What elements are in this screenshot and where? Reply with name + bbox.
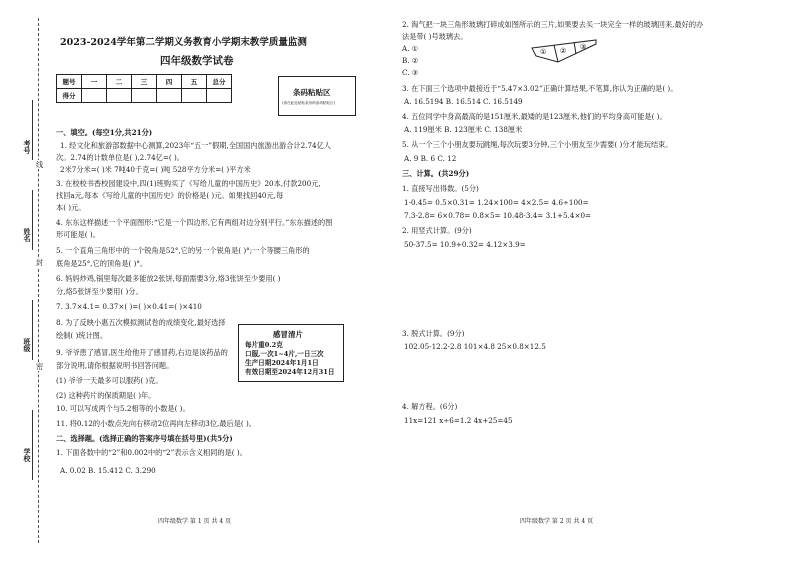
page1-line: 本( )元。 xyxy=(56,203,86,212)
margin-line xyxy=(32,300,33,360)
page2-line: 3. 脱式计算。(9分) xyxy=(402,329,465,338)
page1-line: 底角是25°,它的顶角是( )°。 xyxy=(56,259,148,268)
page2-line: A. 119厘米 B. 123厘米 C. 138厘米 xyxy=(404,125,523,134)
page2-line: 2. 用竖式计算。(9分) xyxy=(402,226,472,235)
card-line: 有效日期至2024年12月31日 xyxy=(245,368,335,376)
page1-line: 绘制( )统计图。 xyxy=(56,331,108,340)
score-cell[interactable] xyxy=(207,89,232,103)
page1-line: 1. 下面各数中的“2”和0.002中的“2”表示含义相同的是( )。 xyxy=(56,448,247,457)
glass-piece-2: ② xyxy=(560,47,567,55)
card-line: 生产日期2024年1月1日 xyxy=(245,359,319,367)
page2-line: 102.05-12.2-2.8 101×4.8 25×0.8×12.5 xyxy=(404,342,546,351)
page2-line: 11x=121 x÷6=1.2 4x+25=45 xyxy=(404,416,513,425)
score-cell[interactable] xyxy=(157,89,182,103)
medicine-card xyxy=(238,324,344,382)
page1-footer: 四年级数学 第 1 页 共 4 页 xyxy=(158,518,232,525)
page1-line: 7. 3.7×4.1= 0.37×( )=( )×0.41=( )×410 xyxy=(56,302,202,311)
page2-line: 4. 解方程。(6分) xyxy=(402,402,458,411)
margin-label-name: 姓名 xyxy=(23,228,32,242)
score-table-header xyxy=(57,75,232,89)
broken-glass-figure xyxy=(530,38,600,64)
page2-line: 3. 在下面三个选项中最接近于“5.47×3.02”正确计算结果,不笔算,你认为正确的是( )。 xyxy=(402,84,678,93)
card-title: 感冒清片 xyxy=(273,330,303,339)
page1-line: (1) 爷爷一天最多可以服药( )克。 xyxy=(56,376,163,385)
card-line: 每片重0.2克 xyxy=(245,341,283,349)
page2-footer: 四年级数学 第 2 页 共 4 页 xyxy=(520,518,594,525)
page1-line: 4. 东东这样描述一个平面图形:“它是一个四边形,它有两组对边分别平行。”东东描述的图 xyxy=(56,218,333,227)
page1-line: 8. 为了反映小惠五次模拟测试卷的成绩变化,最好选择 xyxy=(56,318,226,327)
exam-subtitle: 四年级数学试卷 xyxy=(160,55,234,67)
page1-line: A. 0.02 B. 15.412 C. 3.290 xyxy=(60,466,156,475)
page1-line: 11. 将0.12的小数点先向右移动2位再向左移动3位,最后是( )。 xyxy=(56,419,256,428)
page1-line: 次。2.74的计数单位是( ),2.74亿=( )。 xyxy=(56,153,184,162)
page1-line: 9. 爷爷患了感冒,医生给他开了感冒药,右边是该药品的 xyxy=(56,348,228,357)
page2-line: A. 9 B. 6 C. 12 xyxy=(404,154,457,163)
page2-line: 2. 淘气把一块三角形玻璃打碎成如图所示的三片,如果要去买一块完全一样的玻璃回来,最好的办 xyxy=(402,20,704,29)
score-cell[interactable] xyxy=(107,89,132,103)
barcode-title: 条码粘贴区 xyxy=(293,88,331,97)
margin-label-school: 学校 xyxy=(23,448,32,462)
glass-piece-3: ③ xyxy=(580,43,587,51)
score-cell[interactable] xyxy=(82,89,107,103)
score-cell: 得分 xyxy=(57,89,82,103)
score-cell: 二 xyxy=(107,75,132,89)
card-line: 口服,一次1~4片,一日三次 xyxy=(245,350,324,358)
page1-line: 5. 一个直角三角形中的一个锐角是52°,它的另一个锐角是( )°;一个等腰三角形的 xyxy=(56,246,310,255)
cut-line xyxy=(38,18,39,543)
page2-line: B. ② xyxy=(402,56,419,65)
page2-line: 1-0.45= 0.5×0.31= 1.24×100= 4×2.5= 4.6÷100= xyxy=(404,198,589,207)
page2-line: 50-37.5= 10.9+0.32= 4.12×3.9= xyxy=(404,240,526,249)
score-cell: 三 xyxy=(132,75,157,89)
page1-line: 分,烙5张饼至少要用( )分。 xyxy=(56,287,143,296)
page1-line: 2米7分米=( )米 7吨40千克=( )吨 528平方分米=( )平方米 xyxy=(60,165,251,174)
page2-line: 5. 从一个三个小朋友要玩跳绳,每次玩要3分钟,三个小朋友至少需要( )分才能玩结束。 xyxy=(402,140,673,149)
page1-line: 二、选择题。(选择正确的答案序号填在括号里)(共5分) xyxy=(56,434,233,443)
barcode-note: (请在此处粘贴条形码条码粘贴区) xyxy=(282,101,336,105)
page2-line: A. 16.5194 B. 16.514 C. 16.5149 xyxy=(404,97,523,106)
score-cell[interactable] xyxy=(132,89,157,103)
page2-line: A. ① xyxy=(402,44,419,53)
margin-line xyxy=(32,100,33,160)
margin-label-class: 班级 xyxy=(23,338,32,352)
page2-line: C. ③ xyxy=(402,68,419,77)
page1-line: (2) 这种药片的保质期是( )年。 xyxy=(56,391,156,400)
cut-mark: 封 xyxy=(36,258,44,267)
cut-mark: 密 xyxy=(36,362,44,371)
score-cell: 一 xyxy=(82,75,107,89)
page2-line: 7.3-2.8= 6×0.78= 0.8×5= 10.48-3.4= 3.1+5.4×0= xyxy=(404,211,592,220)
page2-line: 法是带( )号玻璃去。 xyxy=(402,32,468,41)
page2-line: 4. 五位同学中身高最高的是151厘米,最矮的是123厘米,他们的平均身高可能是( )。 xyxy=(402,112,667,121)
score-cell[interactable] xyxy=(182,89,207,103)
page1-line: 10. 可以写成两个与5.2相等的小数是( )。 xyxy=(56,404,190,413)
page2-line: 1. 直接写出得数。(5分) xyxy=(402,184,479,193)
page1-line: 3. 在校校书香校园建设中,四(1)班购买了《写给儿童的中国历史》20本,付款200元, xyxy=(56,179,321,188)
score-cell: 五 xyxy=(182,75,207,89)
margin-label-exam-number: 考号 xyxy=(23,140,32,154)
score-table xyxy=(56,74,232,103)
margin-line xyxy=(32,190,33,250)
score-cell: 四 xyxy=(157,75,182,89)
page1-line: 6. 妈妈炒鸡,锅里每次最多能放2张饼,每面需要3分,烙3张饼至少要用( ) xyxy=(56,274,281,283)
page1-line: 1. 经文化和旅游部数据中心测算,2023年“五一”假期,全国国内旅游出游合计2.74亿人 xyxy=(60,141,331,150)
page1-line: 一、填空。(每空1分,共21分) xyxy=(56,128,153,137)
glass-piece-1: ① xyxy=(540,48,547,56)
page1-line: 形可能是( )。 xyxy=(56,230,100,239)
margin-line xyxy=(32,410,33,480)
barcode-area xyxy=(278,76,356,116)
score-table-row xyxy=(57,89,232,103)
cut-mark: 线 xyxy=(36,160,44,169)
page2-line: 三、计算。(共29分) xyxy=(402,169,470,178)
page1-line: 部分说明,请你根据说明书回答问题。 xyxy=(56,361,174,370)
page1-line: 找回a元,每本《写给儿童的中国历史》的价格是( )元。如果找回40元,每 xyxy=(56,191,284,200)
binding-margin xyxy=(0,0,48,561)
score-cell: 总分 xyxy=(207,75,232,89)
exam-title: 2023-2024学年第二学期义务教育小学期末教学质量监测 xyxy=(60,37,307,48)
score-cell: 题号 xyxy=(57,75,82,89)
